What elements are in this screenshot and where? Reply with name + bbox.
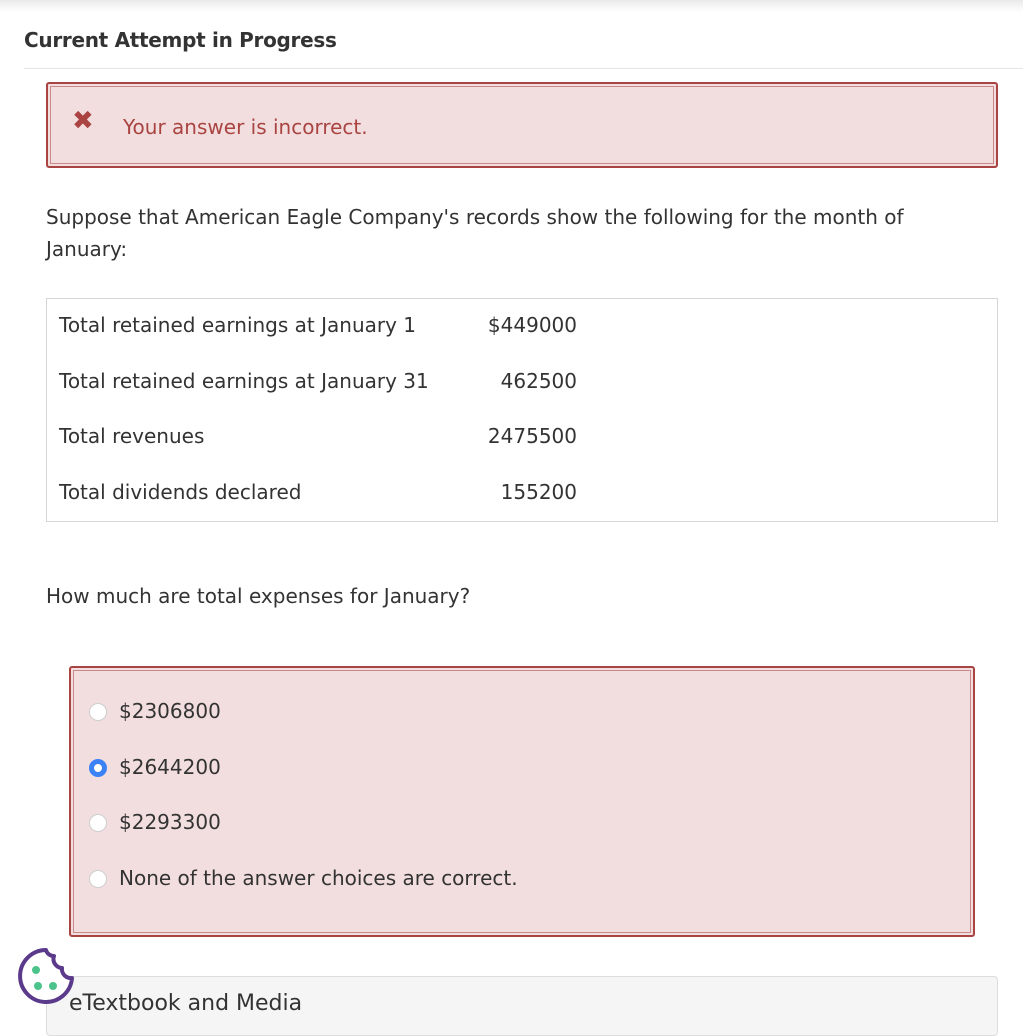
radio-button[interactable]	[89, 703, 107, 721]
row-label: Total retained earnings at January 1	[59, 313, 417, 337]
answer-choices	[69, 666, 975, 937]
answer-option-4[interactable]	[89, 865, 789, 895]
row-value: 155200	[500, 480, 577, 504]
top-shadow	[0, 0, 1023, 12]
answer-label[interactable]: $2644200	[119, 755, 221, 779]
answer-option-3[interactable]	[89, 809, 789, 839]
etextbook-media-panel[interactable]	[46, 976, 998, 1036]
radio-button[interactable]	[89, 814, 107, 832]
table-row	[47, 466, 997, 521]
table-row	[47, 410, 997, 465]
question-text: Suppose that American Eagle Company's records show the following for the month of January:	[46, 205, 904, 261]
answer-option-1[interactable]	[89, 698, 789, 728]
cookie-icon[interactable]	[14, 944, 78, 1008]
data-table	[46, 298, 998, 522]
attempt-header	[24, 22, 1023, 69]
row-label: Total retained earnings at January 31	[59, 369, 429, 393]
row-value: 462500	[500, 369, 577, 393]
page-title: Current Attempt in Progress	[24, 28, 337, 52]
row-label: Total revenues	[59, 424, 205, 448]
close-icon: ✖	[72, 106, 94, 136]
table-row	[47, 299, 997, 354]
incorrect-alert	[46, 82, 998, 168]
alert-message: Your answer is incorrect.	[123, 115, 368, 139]
answer-label[interactable]: None of the answer choices are correct.	[119, 866, 518, 890]
radio-button-selected[interactable]	[89, 759, 107, 777]
question-prompt: How much are total expenses for January?	[46, 584, 471, 608]
row-value: 2475500	[487, 424, 577, 448]
answer-label[interactable]: $2306800	[119, 699, 221, 723]
media-panel-title[interactable]: eTextbook and Media	[69, 991, 303, 1016]
table-row	[47, 355, 997, 410]
row-value: $449000	[487, 313, 577, 337]
radio-button[interactable]	[89, 870, 107, 888]
answer-label[interactable]: $2293300	[119, 810, 221, 834]
answer-option-2[interactable]	[89, 754, 789, 784]
row-label: Total dividends declared	[59, 480, 302, 504]
